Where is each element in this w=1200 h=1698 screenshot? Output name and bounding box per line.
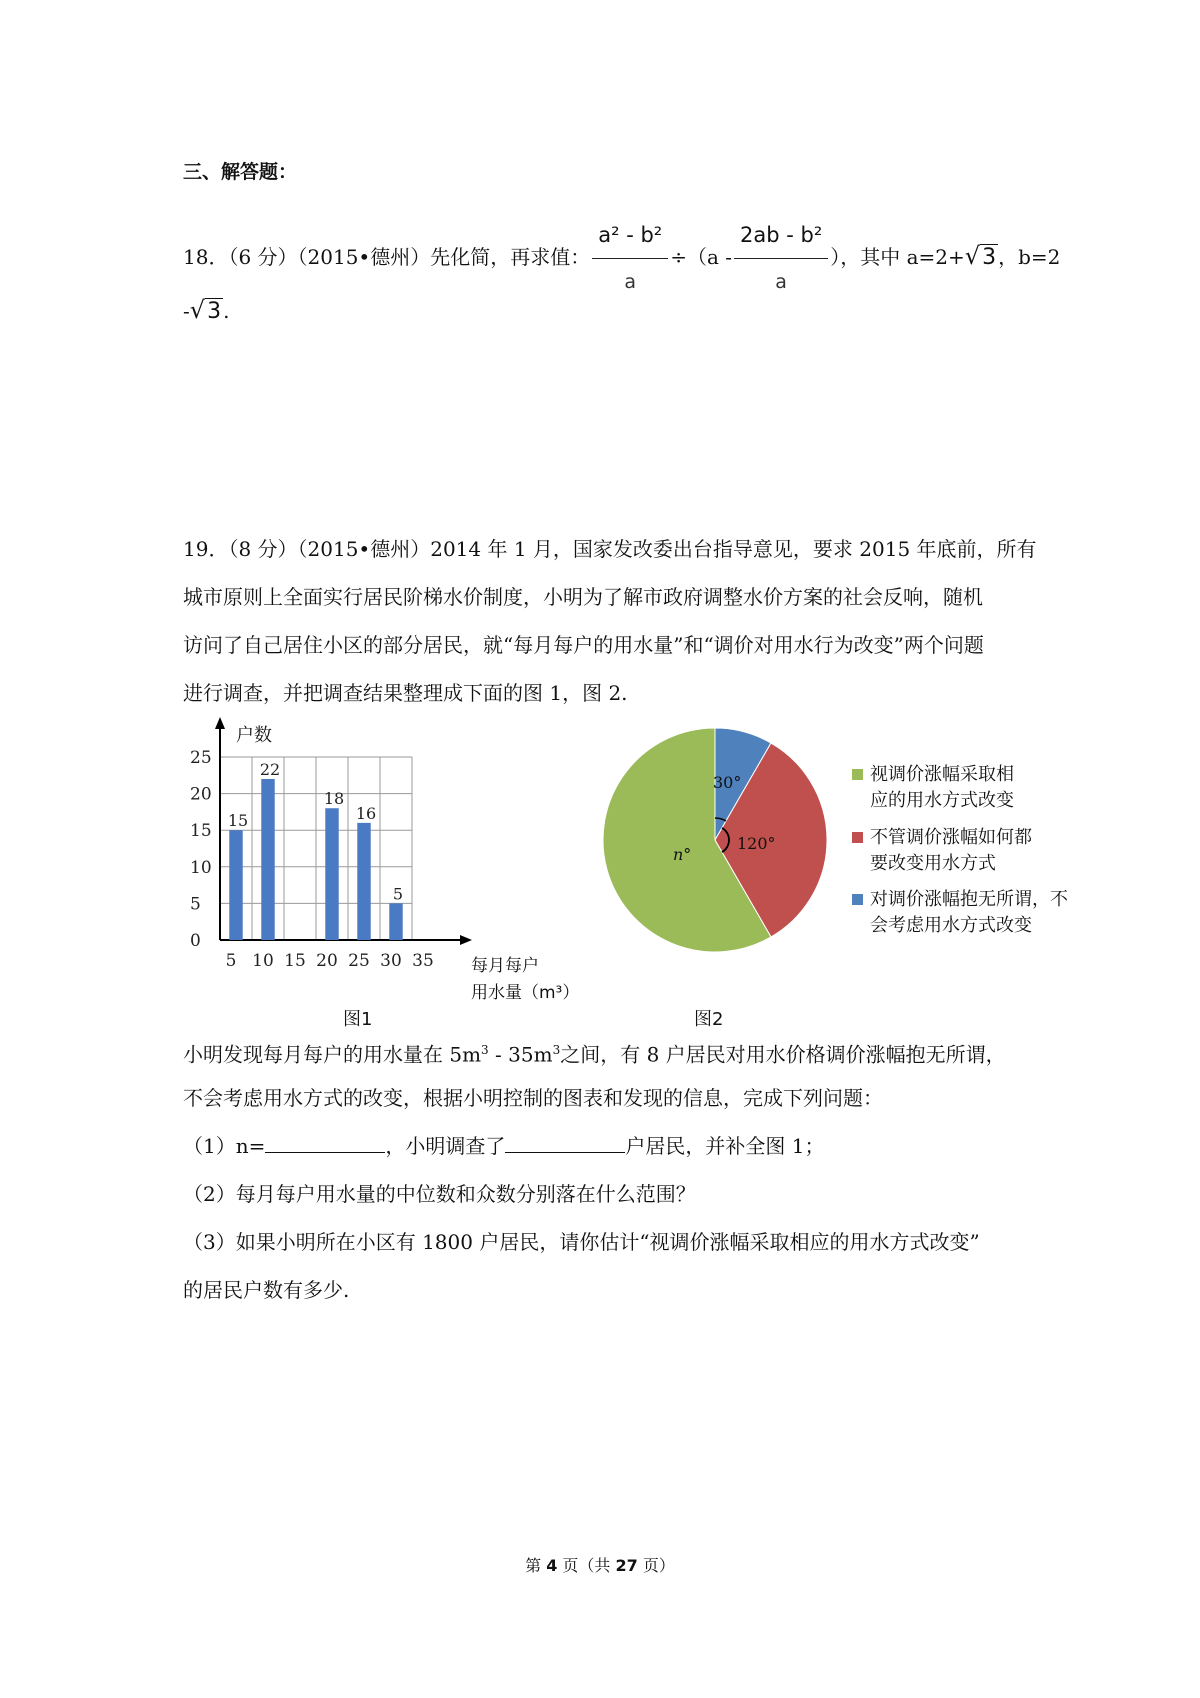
answer-blank-households[interactable] (505, 1134, 625, 1153)
legend-swatch-green (852, 769, 863, 780)
question-18-line2 (183, 296, 229, 326)
current-page-number: 4 (546, 1556, 558, 1575)
bar (229, 830, 242, 940)
q19-subquestion-3-line-1: （3）如果小明所在小区有 1800 户居民，请你估计“视调价涨幅采取相应的用水方式改变” (183, 1230, 980, 1254)
legend-swatch-red (852, 832, 863, 843)
y-tick-label: 10 (190, 857, 212, 878)
q19-after-line-1: 小明发现每月每户的用水量在 $5m^3 - 35m^3$之间，有 8 户居民对用水价格调价涨幅抱无所谓， (183, 1042, 1006, 1067)
sqrt-3: √3 (964, 242, 997, 270)
y-tick-label: 5 (190, 894, 201, 915)
q19-line-2: 城市原则上全面实行居民阶梯水价制度，小明为了解市政府调整水价方案的社会反响，随机 (183, 585, 983, 609)
bar-chart-figure-1 (180, 715, 580, 1015)
figure-1-caption: 图1 (343, 1009, 373, 1030)
pie-chart-figure-2 (595, 720, 835, 960)
bar-data-label: 18 (323, 789, 345, 809)
y-tick-label: 20 (190, 784, 212, 805)
fraction-2-numerator: 2ab - b² (740, 223, 823, 247)
q19-line-3: 访问了自己居住小区的部分居民，就“每月每户的用水量”和“调价对用水行为改变”两个问题 (183, 633, 984, 657)
y-tick-label: 0 (190, 931, 201, 951)
q19-line-4: 进行调查，并把调查结果整理成下面的图 1，图 2. (183, 681, 628, 705)
bar-data-label: 16 (355, 803, 377, 823)
question-18 (183, 212, 1060, 305)
pie-angle-label-120: 120° (737, 834, 776, 853)
pie-angle-label-30: 30° (713, 773, 742, 792)
bar-data-label: 5 (392, 884, 404, 904)
legend-item-indifferent: 对调价涨幅抱无所谓，不 会考虑用水方式改变 (870, 887, 1068, 939)
q19-subquestion-3-line-2: 的居民户数有多少. (183, 1278, 350, 1302)
pie-angle-label-n: n° (673, 845, 692, 864)
q19-subquestion-1: （1）n= ，小明调查了 户居民，并补全图 1； (183, 1134, 825, 1158)
bar-chart-xlabel-2: 用水量（m³） (471, 983, 580, 1003)
section-heading: 三、解答题： (183, 161, 298, 183)
q18-suffix-a: ），其中 a=2+ (830, 245, 965, 269)
x-tick-label: 5 (225, 951, 237, 971)
page-footer: 第 4 页（共 27 页） (525, 1556, 675, 1575)
x-tick-label: 25 (348, 951, 370, 971)
legend-item-must-change: 不管调价涨幅如何都 要改变用水方式 (870, 825, 1032, 877)
x-tick-label: 30 (380, 951, 402, 971)
bar (261, 779, 274, 940)
legend-item-change: 视调价涨幅采取相 应的用水方式改变 (870, 762, 1014, 814)
x-tick-label: 10 (252, 951, 274, 971)
x-axis-arrow (460, 935, 472, 945)
y-tick-label: 25 (190, 748, 212, 768)
x-tick-label: 15 (284, 951, 306, 971)
fraction-2 (734, 212, 828, 305)
q18-suffix-b: ，b=2 (998, 245, 1061, 269)
bar-chart-xlabel-1: 每月每户 (471, 956, 539, 976)
q18-divide: ÷（a - (670, 245, 732, 269)
y-axis-arrow (215, 717, 225, 729)
y-tick-label: 15 (190, 821, 212, 842)
bar-chart-ylabel: 户数 (236, 725, 272, 746)
fraction-1 (592, 212, 668, 305)
fraction-1-denominator: a (624, 271, 637, 293)
q18-minus: - (183, 299, 190, 323)
bar (389, 903, 402, 940)
q18-period: . (223, 299, 230, 323)
bar (325, 808, 338, 940)
legend-swatch-blue (852, 894, 863, 905)
fraction-2-denominator: a (775, 271, 787, 293)
x-tick-label: 35 (412, 951, 434, 971)
q19-line-1: 19．（8 分）（2015•德州）2014 年 1 月，国家发改委出台指导意见，要求 2015 年底前，所有 (183, 537, 1037, 561)
total-pages: 27 (615, 1556, 638, 1575)
bar (357, 823, 370, 940)
q19-subquestion-2: （2）每月每户用水量的中位数和众数分别落在什么范围？ (183, 1182, 696, 1206)
fraction-1-numerator: a² - b² (598, 223, 663, 247)
figure-2-caption: 图2 (694, 1009, 724, 1030)
sqrt-3-second: √3 (189, 296, 222, 324)
answer-blank-n[interactable] (265, 1134, 385, 1153)
x-tick-label: 20 (316, 951, 338, 971)
q18-prefix: 18．（6 分）（2015•德州）先化简，再求值： (183, 245, 591, 269)
bar-data-label: 22 (259, 759, 281, 779)
q19-after-line-2: 不会考虑用水方式的改变，根据小明控制的图表和发现的信息，完成下列问题： (183, 1086, 883, 1110)
bar-data-label: 15 (227, 811, 249, 831)
